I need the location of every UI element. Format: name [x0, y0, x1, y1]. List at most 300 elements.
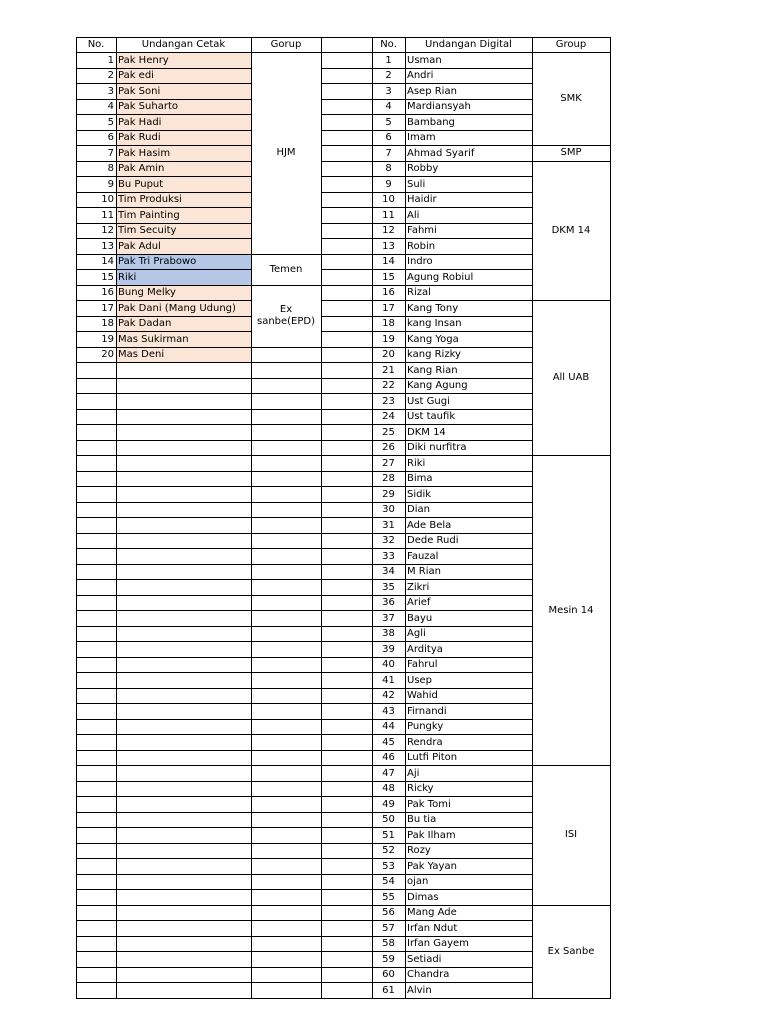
left-row-name[interactable]: Tim Produksi: [116, 192, 251, 208]
right-row-name[interactable]: Irfan Gayem: [407, 938, 469, 949]
right-row-number[interactable]: 10: [382, 194, 395, 205]
right-group-label[interactable]: SMK: [560, 93, 582, 104]
grid-line: [251, 347, 322, 348]
grid-line: [532, 145, 611, 146]
left-row-number[interactable]: 9: [107, 178, 114, 190]
left-row-number[interactable]: 3: [107, 85, 114, 97]
right-row-number[interactable]: 7: [385, 147, 392, 159]
grid-line: [321, 362, 533, 363]
grid-line: [76, 114, 252, 115]
left-row-name[interactable]: Bung Melky: [116, 285, 251, 301]
grid-line: [76, 37, 611, 38]
left-row-name[interactable]: Pak Adul: [116, 239, 251, 255]
right-row-number[interactable]: 57: [382, 922, 395, 934]
right-row-number[interactable]: 59: [382, 953, 395, 965]
grid-line: [251, 889, 322, 890]
right-row-name[interactable]: Imam: [407, 132, 436, 143]
right-row-name[interactable]: Aji: [407, 767, 420, 779]
left-row-name[interactable]: Pak Henry: [116, 53, 251, 69]
right-row-number[interactable]: 30: [382, 504, 395, 515]
grid-line: [532, 37, 533, 999]
grid-line: [76, 517, 252, 518]
right-row-number[interactable]: 14: [382, 256, 395, 267]
right-row-number[interactable]: 32: [382, 535, 395, 546]
grid-line: [76, 657, 252, 658]
right-row-number[interactable]: 51: [382, 829, 395, 841]
right-row-number[interactable]: 23: [382, 395, 395, 407]
left-row-number[interactable]: 5: [107, 116, 114, 128]
grid-line: [321, 858, 533, 859]
grid-line: [76, 533, 252, 534]
left-row-name[interactable]: Mas Sukirman: [116, 332, 251, 348]
right-row-number[interactable]: 34: [382, 566, 395, 577]
right-row-name[interactable]: Usman: [407, 54, 442, 66]
right-row-name[interactable]: Fahrul: [407, 659, 438, 670]
right-row-number[interactable]: 2: [385, 70, 392, 81]
header-no-right: No.: [380, 39, 397, 50]
right-row-name[interactable]: Riki: [407, 457, 426, 469]
grid-line: [251, 688, 322, 689]
right-group-label[interactable]: All UAB: [552, 372, 590, 383]
right-row-name[interactable]: Firnandi: [407, 705, 447, 717]
grid-line: [76, 610, 252, 611]
left-row-number[interactable]: 2: [107, 70, 114, 81]
right-row-name[interactable]: Bu tia: [407, 814, 437, 825]
grid-line: [321, 37, 322, 999]
right-row-number[interactable]: 53: [382, 860, 395, 872]
right-row-number[interactable]: 49: [382, 798, 395, 810]
right-row-name[interactable]: Ade Bela: [407, 519, 452, 531]
right-row-name[interactable]: Pungky: [407, 721, 444, 732]
grid-line: [251, 982, 322, 983]
right-row-name[interactable]: Mardiansyah: [407, 101, 471, 112]
grid-line: [321, 378, 533, 379]
grid-line: [76, 99, 252, 100]
right-row-number[interactable]: 39: [382, 643, 395, 655]
left-row-name[interactable]: Pak edi: [116, 68, 251, 84]
left-row-number[interactable]: 1: [107, 54, 114, 66]
right-row-number[interactable]: 48: [382, 783, 395, 794]
right-row-name[interactable]: Diki nurfitra: [407, 442, 467, 453]
right-row-number[interactable]: 46: [382, 752, 395, 763]
right-row-number[interactable]: 31: [382, 519, 395, 531]
right-row-name[interactable]: Kang Yoga: [407, 333, 459, 345]
grid-line: [76, 905, 252, 906]
right-row-name[interactable]: Ust taufik: [407, 411, 456, 422]
right-row-name[interactable]: Usep: [407, 674, 433, 686]
right-row-name[interactable]: kang Rizky: [407, 349, 461, 360]
grid-line: [251, 471, 322, 472]
right-row-name[interactable]: Pak Ilham: [407, 829, 456, 841]
right-row-name[interactable]: Asep Rian: [407, 85, 457, 97]
grid-line: [76, 37, 77, 999]
grid-line: [321, 517, 533, 518]
grid-line: [251, 440, 322, 441]
grid-line: [532, 765, 611, 766]
right-row-name[interactable]: Bayu: [407, 612, 433, 624]
grid-line: [76, 393, 252, 394]
left-group-label[interactable]: Ex sanbe(EPD): [256, 304, 316, 327]
right-row-number[interactable]: 18: [382, 318, 395, 329]
right-row-number[interactable]: 12: [382, 225, 395, 236]
left-row-number[interactable]: 8: [107, 163, 114, 174]
left-row-name[interactable]: Mas Deni: [116, 347, 251, 363]
right-row-name[interactable]: Mang Ade: [407, 907, 457, 918]
grid-line: [251, 967, 322, 968]
right-group-label[interactable]: DKM 14: [551, 224, 591, 236]
left-row-number[interactable]: 17: [101, 302, 114, 314]
grid-line: [321, 796, 533, 797]
grid-line: [76, 672, 252, 673]
right-group-label[interactable]: Mesin 14: [548, 604, 594, 616]
left-row-number[interactable]: 11: [101, 209, 114, 221]
right-row-name[interactable]: Rendra: [407, 736, 443, 748]
right-row-number[interactable]: 47: [382, 767, 395, 779]
right-group-label[interactable]: ISI: [564, 829, 578, 841]
right-row-number[interactable]: 58: [382, 938, 395, 949]
right-row-name[interactable]: Indro: [407, 256, 433, 267]
right-row-name[interactable]: Bambang: [407, 116, 455, 128]
grid-line: [251, 641, 322, 642]
grid-line: [76, 920, 252, 921]
right-row-number[interactable]: 56: [382, 907, 395, 918]
right-row-name[interactable]: Fauzal: [407, 550, 439, 562]
grid-line: [321, 254, 533, 255]
right-row-name[interactable]: Irfan Ndut: [407, 922, 458, 934]
grid-line: [76, 812, 252, 813]
grid-line: [76, 548, 252, 549]
grid-line: [251, 936, 322, 937]
left-row-number[interactable]: 18: [101, 318, 114, 329]
right-row-number[interactable]: 36: [382, 597, 395, 608]
right-row-name[interactable]: Chandra: [407, 969, 450, 980]
grid-line: [321, 83, 533, 84]
left-row-name[interactable]: Riki: [116, 270, 251, 286]
grid-line: [321, 936, 533, 937]
grid-line: [321, 905, 533, 906]
right-row-name[interactable]: Kang Rian: [407, 364, 458, 376]
right-row-name[interactable]: Pak Tomi: [407, 798, 451, 810]
left-row-name[interactable]: Pak Soni: [116, 84, 251, 100]
grid-line: [76, 734, 252, 735]
right-row-number[interactable]: 5: [385, 116, 392, 128]
grid-line: [76, 874, 252, 875]
grid-line: [532, 161, 611, 162]
grid-line: [251, 254, 322, 255]
grid-line: [251, 37, 252, 999]
right-row-number[interactable]: 41: [382, 674, 395, 686]
grid-line: [251, 424, 322, 425]
right-row-name[interactable]: Rizal: [407, 287, 431, 298]
right-row-name[interactable]: Bima: [407, 473, 433, 484]
grid-line: [321, 99, 533, 100]
grid-line: [251, 393, 322, 394]
grid-line: [251, 517, 322, 518]
grid-line: [321, 486, 533, 487]
grid-line: [76, 796, 252, 797]
grid-line: [321, 874, 533, 875]
right-row-name[interactable]: Arditya: [407, 643, 443, 655]
grid-line: [76, 843, 252, 844]
right-row-number[interactable]: 13: [382, 240, 395, 252]
grid-line: [321, 68, 533, 69]
grid-line: [76, 750, 252, 751]
right-row-number[interactable]: 15: [382, 271, 395, 283]
right-row-number[interactable]: 54: [382, 876, 395, 887]
grid-line: [251, 579, 322, 580]
grid-line: [321, 641, 533, 642]
grid-line: [76, 52, 611, 53]
grid-line: [321, 269, 533, 270]
right-row-number[interactable]: 27: [382, 457, 395, 469]
grid-line: [251, 858, 322, 859]
right-row-name[interactable]: Suli: [407, 178, 426, 190]
grid-line: [76, 486, 252, 487]
right-row-number[interactable]: 16: [382, 287, 395, 298]
grid-line: [321, 765, 533, 766]
right-row-number[interactable]: 29: [382, 488, 395, 500]
right-row-number[interactable]: 26: [382, 442, 395, 453]
grid-line: [321, 734, 533, 735]
right-row-name[interactable]: Ricky: [407, 783, 434, 794]
grid-line: [251, 843, 322, 844]
right-row-number[interactable]: 55: [382, 891, 395, 903]
right-row-name[interactable]: Dian: [407, 504, 430, 515]
right-row-name[interactable]: Robin: [407, 240, 436, 252]
grid-line: [321, 982, 533, 983]
right-row-number[interactable]: 45: [382, 736, 395, 748]
right-row-number[interactable]: 33: [382, 550, 395, 562]
grid-line: [251, 827, 322, 828]
grid-line: [76, 951, 252, 952]
right-row-name[interactable]: Sidik: [407, 488, 432, 500]
right-row-number[interactable]: 42: [382, 690, 395, 701]
left-row-number[interactable]: 10: [101, 194, 114, 205]
header-undangan-cetak: Undangan Cetak: [141, 39, 226, 50]
grid-line: [405, 37, 406, 999]
right-row-number[interactable]: 8: [385, 163, 392, 174]
grid-line: [251, 796, 322, 797]
right-row-number[interactable]: 3: [385, 85, 392, 97]
left-row-name[interactable]: Pak Suharto: [116, 99, 251, 115]
left-row-name[interactable]: Pak Dani (Mang Udung): [116, 301, 251, 317]
grid-line: [76, 967, 252, 968]
right-row-name[interactable]: Ali: [407, 209, 420, 221]
grid-line: [76, 579, 252, 580]
grid-line: [251, 672, 322, 673]
grid-line: [251, 951, 322, 952]
left-row-number[interactable]: 15: [101, 271, 114, 283]
right-row-number[interactable]: 24: [382, 411, 395, 422]
grid-line: [76, 719, 252, 720]
grid-line: [321, 595, 533, 596]
left-row-number[interactable]: 16: [101, 287, 114, 298]
left-row-number[interactable]: 14: [101, 256, 114, 267]
grid-line: [76, 595, 252, 596]
grid-line: [76, 440, 252, 441]
right-row-name[interactable]: Andri: [407, 70, 434, 81]
left-row-name[interactable]: Pak Amin: [116, 161, 251, 177]
grid-line: [76, 161, 252, 162]
right-row-number[interactable]: 1: [385, 54, 392, 66]
header-no-left: No.: [87, 39, 105, 50]
right-row-name[interactable]: Wahid: [407, 690, 438, 701]
grid-line: [76, 130, 252, 131]
grid-line: [251, 703, 322, 704]
left-row-name[interactable]: Pak Rudi: [116, 130, 251, 146]
grid-line: [76, 703, 252, 704]
grid-line: [321, 424, 533, 425]
grid-line: [321, 409, 533, 410]
grid-line: [76, 300, 252, 301]
grid-line: [251, 595, 322, 596]
right-row-number[interactable]: 44: [382, 721, 395, 732]
right-row-name[interactable]: M Rian: [407, 566, 441, 577]
grid-line: [321, 331, 533, 332]
right-row-name[interactable]: Kang Agung: [407, 380, 468, 391]
left-row-number[interactable]: 4: [107, 101, 114, 112]
left-row-name[interactable]: Pak Tri Prabowo: [116, 254, 251, 270]
right-row-name[interactable]: Robby: [407, 163, 439, 174]
right-row-name[interactable]: Rozy: [407, 845, 431, 856]
left-row-number[interactable]: 12: [101, 225, 114, 236]
right-row-name[interactable]: Setiadi: [407, 953, 442, 965]
left-group-label[interactable]: HJM: [276, 147, 296, 159]
left-row-number[interactable]: 6: [107, 132, 114, 143]
grid-line: [321, 610, 533, 611]
grid-line: [321, 579, 533, 580]
left-row-number[interactable]: 13: [101, 240, 114, 252]
right-row-number[interactable]: 35: [382, 581, 395, 593]
left-group-label[interactable]: Temen: [269, 263, 303, 275]
right-row-number[interactable]: 21: [382, 364, 395, 376]
right-row-number[interactable]: 4: [385, 101, 392, 112]
grid-line: [321, 719, 533, 720]
right-row-number[interactable]: 40: [382, 659, 395, 670]
grid-line: [76, 192, 252, 193]
left-row-name[interactable]: Pak Hadi: [116, 115, 251, 131]
grid-line: [76, 316, 252, 317]
left-row-name[interactable]: Tim Painting: [116, 208, 251, 224]
grid-line: [321, 207, 533, 208]
right-row-number[interactable]: 38: [382, 628, 395, 639]
right-row-number[interactable]: 20: [382, 349, 395, 360]
grid-line: [321, 703, 533, 704]
grid-line: [532, 905, 611, 906]
right-row-number[interactable]: 61: [382, 984, 395, 996]
right-row-name[interactable]: DKM 14: [407, 426, 446, 438]
grid-line: [321, 672, 533, 673]
right-row-name[interactable]: Fahmi: [407, 225, 437, 236]
grid-line: [116, 37, 117, 999]
left-row-name[interactable]: Bu Puput: [116, 177, 251, 193]
right-row-name[interactable]: ojan: [407, 876, 429, 887]
right-row-number[interactable]: 50: [382, 814, 395, 825]
right-row-name[interactable]: Zikri: [407, 581, 430, 593]
grid-line: [251, 548, 322, 549]
left-row-name[interactable]: Tim Secuity: [116, 223, 251, 239]
left-row-number[interactable]: 7: [107, 147, 114, 159]
left-row-name[interactable]: Pak Hasim: [116, 146, 251, 162]
right-row-name[interactable]: Agli: [407, 628, 426, 639]
right-row-name[interactable]: kang Insan: [407, 318, 462, 329]
grid-line: [251, 455, 322, 456]
grid-line: [76, 68, 252, 69]
grid-line: [251, 285, 322, 286]
grid-line: [251, 626, 322, 627]
right-row-name[interactable]: Agung Robiul: [407, 271, 474, 283]
right-row-name[interactable]: Pak Yayan: [407, 860, 457, 872]
grid-line: [76, 626, 252, 627]
grid-line: [321, 812, 533, 813]
grid-line: [251, 905, 322, 906]
right-row-number[interactable]: 11: [382, 209, 395, 221]
right-group-label[interactable]: Ex Sanbe: [547, 945, 595, 957]
left-row-number[interactable]: 20: [101, 349, 114, 360]
grid-line: [321, 827, 533, 828]
grid-line: [321, 130, 533, 131]
right-row-number[interactable]: 28: [382, 473, 395, 484]
grid-line: [321, 455, 533, 456]
grid-line: [321, 548, 533, 549]
grid-line: [321, 161, 533, 162]
right-row-name[interactable]: Kang Tony: [407, 302, 459, 314]
right-row-number[interactable]: 60: [382, 969, 395, 980]
right-row-number[interactable]: 19: [382, 333, 395, 345]
grid-line: [610, 37, 611, 999]
grid-line: [251, 781, 322, 782]
left-row-number[interactable]: 19: [101, 333, 114, 345]
header-group: Group: [555, 39, 587, 50]
right-row-name[interactable]: Lutfi Piton: [407, 752, 458, 763]
grid-line: [251, 486, 322, 487]
right-row-name[interactable]: Arief: [407, 597, 431, 608]
right-row-name[interactable]: Dimas: [407, 891, 439, 903]
right-row-name[interactable]: Alvin: [407, 984, 432, 996]
right-row-number[interactable]: 17: [382, 302, 395, 314]
left-row-name[interactable]: Pak Dadan: [116, 316, 251, 332]
right-row-name[interactable]: Dede Rudi: [407, 535, 459, 546]
right-row-number[interactable]: 37: [382, 612, 395, 624]
grid-line: [76, 641, 252, 642]
grid-line: [76, 564, 252, 565]
right-row-number[interactable]: 52: [382, 845, 395, 856]
grid-line: [321, 750, 533, 751]
right-row-number[interactable]: 22: [382, 380, 395, 391]
right-row-number[interactable]: 9: [385, 178, 392, 190]
right-row-number[interactable]: 43: [382, 705, 395, 717]
grid-line: [76, 982, 252, 983]
grid-line: [251, 533, 322, 534]
grid-line: [76, 378, 252, 379]
grid-line: [251, 362, 322, 363]
grid-line: [76, 362, 252, 363]
grid-line: [251, 409, 322, 410]
right-row-number[interactable]: 25: [382, 426, 395, 438]
right-group-label[interactable]: SMP: [560, 147, 582, 159]
right-row-name[interactable]: Haidir: [407, 194, 437, 205]
grid-line: [251, 610, 322, 611]
right-row-name[interactable]: Ahmad Syarif: [407, 147, 475, 159]
right-row-name[interactable]: Ust Gugi: [407, 395, 450, 407]
grid-line: [321, 843, 533, 844]
right-row-number[interactable]: 6: [385, 132, 392, 143]
grid-line: [76, 331, 252, 332]
grid-line: [251, 765, 322, 766]
grid-line: [532, 300, 611, 301]
grid-line: [76, 254, 252, 255]
grid-line: [76, 858, 252, 859]
